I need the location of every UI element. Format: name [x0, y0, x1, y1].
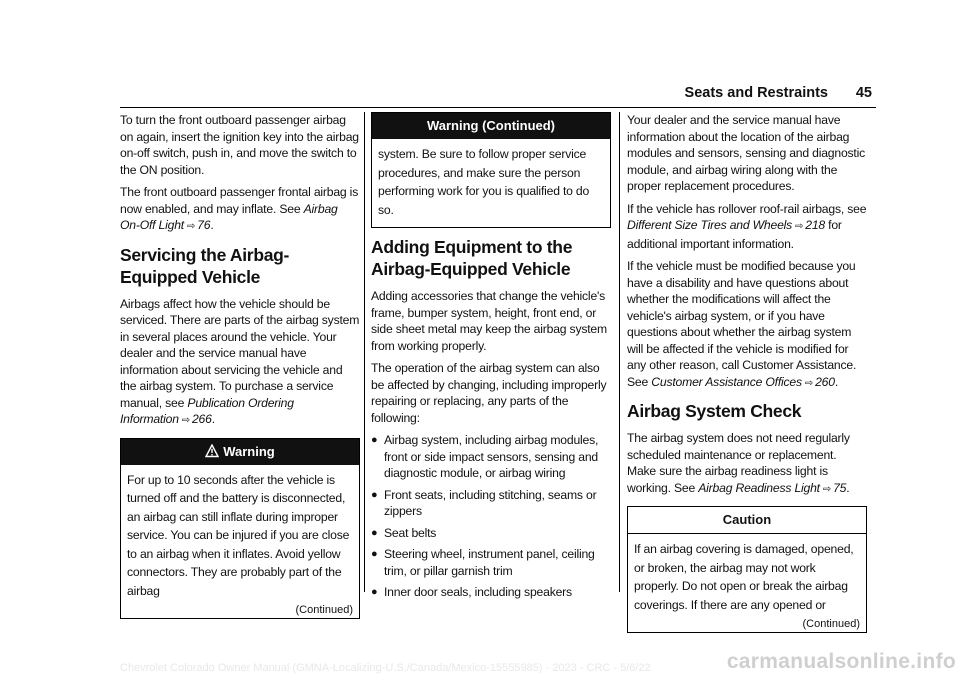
paragraph: The operation of the airbag system can also be affected by changing, including improperly repairing or replacing, any parts of the following:: [371, 361, 607, 425]
page-ref-arrow-icon: [820, 481, 833, 495]
bullet-icon: ●: [371, 548, 378, 560]
warning-title: Warning: [223, 443, 275, 459]
continued-label: (Continued): [802, 618, 860, 630]
column-divider: [619, 112, 620, 592]
page-ref[interactable]: 76: [197, 218, 211, 232]
watermark: carmanualsonline.info: [726, 650, 956, 673]
paragraph: Airbags affect how the vehicle should be serviced. There are parts of the airbag system in several places around the vehicle. Your dealer and the service manual have information about servicing the vehicle and the airbag system. To purchase a service manual, see Publication Ordering Information⇨ 266.: [120, 296, 360, 430]
page-ref-arrow-icon: [179, 412, 192, 426]
page-ref[interactable]: 260: [815, 374, 835, 389]
cross-reference-link[interactable]: Customer Assistance Offices: [651, 374, 802, 389]
list-item: ● Inner door seals, including speakers: [371, 585, 572, 599]
section-title: Seats and Restraints: [684, 85, 828, 101]
column-3: [627, 112, 867, 641]
list-item: ● Airbag system, including airbag modules, front or side impact sensors, sensing and diagnostic module, or airbag wiring: [371, 433, 599, 480]
page-header: [120, 83, 876, 108]
page-ref-arrow-icon: [184, 218, 197, 232]
footer-brand: Chevrolet Colorado Owner Manual (GMNA-Localizing-U.S./Canada/Mexico-15555985) - 2023 - CRC - 5/6/22: [120, 662, 651, 674]
paragraph: Your dealer and the service manual have information about the location of the airbag modules and sensors, sensing and diagnostic module, and airbag wiring along with the proper replacement procedures.: [627, 113, 866, 193]
caution-text: If an airbag covering is damaged, opened, or broken, the airbag may not work properly. Do not open or break the airbag coverings. If there are any opened or: [634, 542, 854, 612]
column-2: [371, 112, 611, 606]
paragraph: The front outboard passenger frontal airbag is now enabled, and may inflate. See Airbag On-Off Light⇨ 76.: [120, 184, 360, 236]
paragraph: To turn the front outboard passenger airbag on again, insert the ignition key into the airbag on-off switch, push in, and move the switch to the ON position.: [120, 113, 359, 177]
page-number: 45: [855, 85, 872, 101]
paragraph: If the vehicle must be modified because you have a disability and have questions about whether the modifications will affect the vehicle's airbag system, or if you have questions about whether the airbag system will be affected if the vehicle is modified for any other reason, call Customer Assistance. See Customer Assistance Offices⇨ 260.: [627, 258, 867, 392]
bullet-list: [371, 432, 611, 601]
list-item: ● Seat belts: [371, 525, 437, 540]
caution-box: [627, 506, 867, 633]
column-divider: [364, 112, 365, 592]
continued-label: (Continued): [295, 604, 353, 616]
paragraph: The airbag system does not need regularly scheduled maintenance or replacement. Make sure the airbag readiness light is working. See Airbag Readiness Light⇨ 75.: [627, 430, 867, 498]
page-ref-arrow-icon: [802, 375, 815, 389]
bullet-icon: ●: [371, 586, 378, 598]
warning-text: system. Be sure to follow proper service procedures, and make sure the person performing work for you is qualified to do so.: [378, 147, 590, 217]
bullet-icon: ●: [371, 434, 378, 446]
warning-text: For up to 10 seconds after the vehicle is turned off and the battery is disconnected, an airbag can still inflate during improper service. You can be injured if you are close to an airbag when it inflates. Avoid yellow connectors. They are probably part of the airbag: [127, 472, 350, 598]
bullet-icon: ●: [371, 488, 378, 501]
column-1: [120, 112, 360, 627]
cross-reference-link[interactable]: Publication Ordering Information: [120, 395, 294, 426]
section-heading: Servicing the Airbag-Equipped Vehicle: [120, 244, 290, 287]
warning-header: [121, 439, 359, 465]
warning-continued-header: Warning (Continued): [372, 113, 610, 139]
page-ref-arrow-icon: [792, 218, 805, 232]
bullet-icon: ●: [371, 526, 378, 539]
warning-triangle-icon: [205, 441, 219, 455]
cross-reference-link[interactable]: Different Size Tires and Wheels: [627, 218, 793, 232]
cross-reference-link[interactable]: Airbag Readiness Light: [698, 480, 820, 495]
list-item: ● Steering wheel, instrument panel, ceiling trim, or pillar garnish trim: [371, 547, 595, 578]
list-item: ● Front seats, including stitching, seams or zippers: [371, 487, 597, 518]
page-ref[interactable]: 218: [805, 218, 825, 232]
section-heading: Airbag System Check: [627, 401, 802, 421]
page-ref[interactable]: 75: [833, 480, 847, 495]
caution-title: Caution: [628, 507, 866, 534]
paragraph: If the vehicle has rollover roof-rail airbags, see Different Size Tires and Wheels⇨ 218 for additional important information.: [627, 201, 867, 253]
paragraph: Adding accessories that change the vehicle's frame, bumper system, height, front end, or side sheet metal may keep the airbag system from working properly.: [371, 289, 607, 353]
warning-box: [120, 438, 360, 620]
cross-reference-link[interactable]: Airbag On-Off Light: [120, 201, 338, 232]
page-ref[interactable]: 266: [191, 412, 212, 426]
section-heading: Adding Equipment to the Airbag-Equipped Vehicle: [371, 237, 573, 279]
warning-continued-box: [371, 112, 611, 228]
